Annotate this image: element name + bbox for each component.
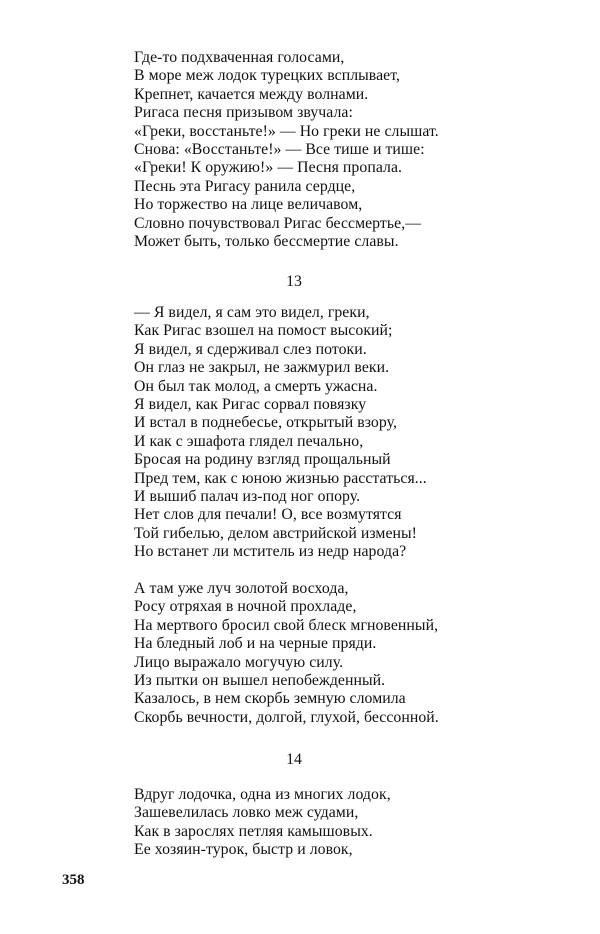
poem-line: Пред тем, как с юною жизнью расстаться... (134, 469, 427, 487)
poem-line: Бросая на родину взгляд прощальный (134, 451, 391, 469)
page-number: 358 (62, 872, 85, 888)
stanza-2 (134, 304, 427, 562)
poem-line: Ригаса песня призывом звучала: (134, 104, 353, 122)
stanza-3 (134, 580, 439, 727)
poem-line: Может быть, только бессмертие славы. (134, 233, 399, 251)
poem-line: Скорбь вечности, долгой, глухой, бессонной. (134, 708, 439, 726)
poem-line: Как Ригас взошел на помост высокий; (134, 322, 393, 340)
poem-line: Я видел, как Ригас сорвал повязку (134, 396, 367, 414)
poem-line: «Греки! К оружию!» — Песня пропала. (134, 159, 403, 177)
poem-line: Вдруг лодочка, одна из многих лодок, (134, 786, 391, 803)
section-number-14: 14 (286, 751, 302, 768)
poem-line: Зашевелилась ловко меж судами, (134, 804, 359, 822)
poem-line: На мертвого бросил свой блеск мгновенный, (134, 616, 439, 634)
stanza-1 (134, 49, 439, 251)
section-number-13: 13 (286, 273, 302, 290)
poem-line: Ее хозяин-турок, быстр и ловок, (134, 841, 353, 859)
poem-line: Как в зарослях петляя камышовых. (134, 822, 373, 840)
poem-line: Словно почувствовал Ригас бессмертье,— (134, 214, 422, 232)
poem-line: И как с эшафота глядел печально, (134, 432, 364, 450)
poem-line: Снова: «Восстаньте!» — Все тише и тише: (134, 141, 425, 159)
poem-line: Он был так молод, а смерть ужасна. (134, 377, 378, 395)
poem-line: Нет слов для печали! О, все возмутятся (134, 506, 402, 524)
poem-line: Где-то подхваченная голосами, (134, 49, 345, 66)
poem-line: «Греки, восстаньте!» — Но греки не слышат. (134, 122, 439, 140)
poem-line: И встал в поднебесье, открытый взору, (134, 414, 397, 432)
poem-line: Лицо выражало могучую силу. (134, 653, 344, 671)
poem-line: В море меж лодок турецких всплывает, (134, 67, 400, 85)
poem-line: Из пытки он вышел непобежденный. (134, 672, 386, 690)
poem-line: Крепнет, качается между волнами. (134, 85, 369, 103)
poem-line: А там уже луч золотой восхода, (134, 580, 349, 597)
poem-line: И вышиб палач из-под ног опору. (134, 488, 361, 506)
poem-line: Росу отряхая в ночной прохладе, (134, 598, 357, 616)
poem-line: На бледный лоб и на черные пряди. (134, 635, 377, 653)
poem-line: Но встанет ли мститель из недр народа? (134, 543, 407, 561)
poem-line: Песнь эта Ригасу ранила сердце, (134, 177, 356, 195)
poem-line: — Я видел, я сам это видел, греки, (134, 304, 370, 321)
poem-line: Казалось, в нем скорбь земную сломила (134, 690, 406, 708)
stanza-4 (134, 786, 391, 860)
poem-line: Той гибелью, делом австрийской измены! (134, 524, 417, 542)
poem-line: Но торжество на лице величавом, (134, 196, 363, 214)
poem-line: Я видел, я сдерживал слез потоки. (134, 340, 367, 358)
poem-line: Он глаз не закрыл, не зажмурил веки. (134, 359, 390, 377)
